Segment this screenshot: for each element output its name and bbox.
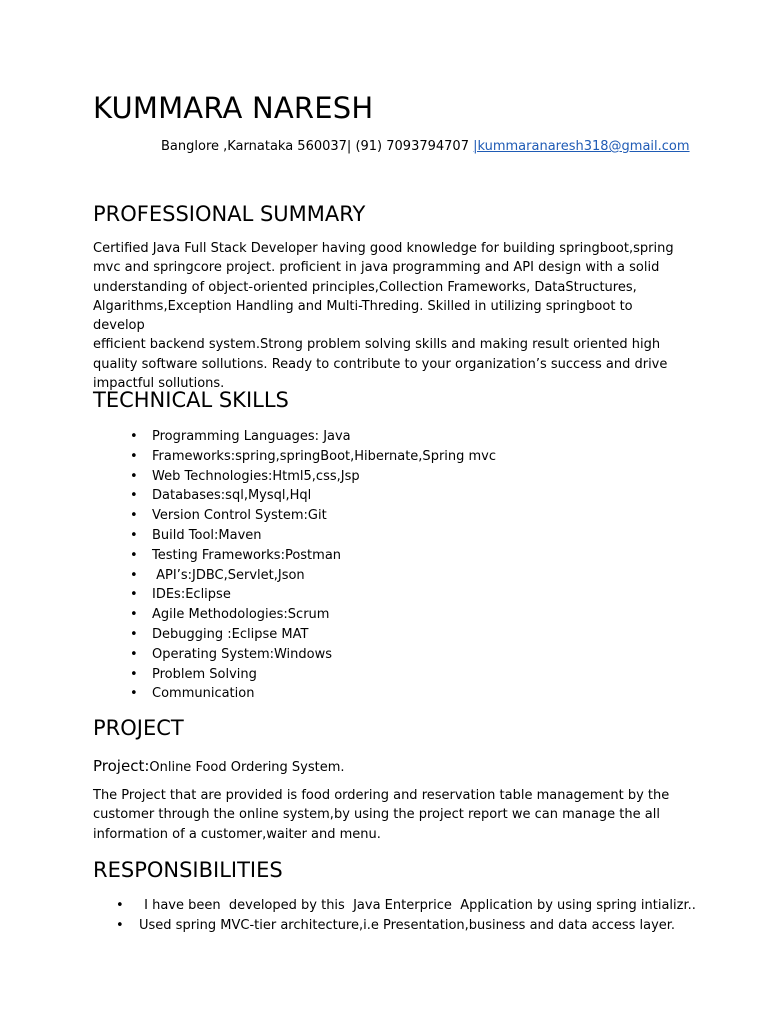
project-label: Project: [93, 757, 150, 775]
skill-item: • IDEs:Eclipse [124, 585, 496, 605]
responsibility-item: • Used spring MVC-tier architecture,i.e Presentation,business and data access layer. [110, 916, 696, 936]
candidate-name: KUMMARA NARESH [93, 91, 374, 125]
project-title-line [93, 756, 345, 775]
skill-item: • Frameworks:spring,springBoot,Hibernate,Spring mvc [124, 447, 496, 467]
bullet-icon: • [130, 567, 138, 583]
bullet-icon: • [130, 646, 138, 662]
bullet-icon: • [130, 468, 138, 484]
bullet-icon: • [130, 527, 138, 543]
project-description: The Project that are provided is food ordering and reservation table management by the customer through the online system,by using the project report we can manage the all information of a customer,waiter and menu. [93, 788, 670, 842]
skills-heading: TECHNICAL SKILLS [93, 388, 289, 412]
skill-item: • Programming Languages: Java [124, 427, 496, 447]
skills-list [124, 427, 496, 704]
bullet-icon: • [130, 448, 138, 464]
skill-item: • Version Control System:Git [124, 506, 496, 526]
responsibilities-list [110, 896, 696, 936]
email-link[interactable]: |kummaranaresh318@gmail.com [473, 139, 690, 154]
project-name: Online Food Ordering System. [149, 760, 345, 775]
skill-item: • Debugging :Eclipse MAT [124, 625, 496, 645]
summary-heading: PROFESSIONAL SUMMARY [93, 202, 366, 226]
bullet-icon: • [130, 686, 138, 702]
responsibility-item: • I have been developed by this Java Enterprice Application by using spring intializr.. [110, 896, 696, 916]
bullet-icon: • [130, 488, 138, 504]
skill-item: • Web Technologies:Html5,css,Jsp [124, 467, 496, 487]
bullet-icon: • [130, 666, 138, 682]
bullet-icon: • [116, 898, 124, 913]
responsibilities-heading: RESPONSIBILITIES [93, 858, 283, 882]
skill-item: • Build Tool:Maven [124, 526, 496, 546]
skill-item: • Communication [124, 684, 496, 704]
skill-item: • API’s:JDBC,Servlet,Json [124, 566, 496, 586]
summary-text: Certified Java Full Stack Developer having good knowledge for building springboot,spring mvc and springcore project. proficient in java programming and API design with a solid understanding of object-oriented principles,Collection Frameworks, DataStructures, Algarithms,Exception Handling and Multi-Threding. Skilled in utilizing springboot to develop efficient backend system.Strong problem solving skills and making result oriented high quality software sollutions. Ready to contribute to your organization’s success and drive impactful sollutions. [93, 241, 674, 392]
bullet-icon: • [130, 508, 138, 524]
skill-item: • Testing Frameworks:Postman [124, 546, 496, 566]
bullet-icon: • [130, 607, 138, 623]
skill-item: • Problem Solving [124, 665, 496, 685]
bullet-icon: • [116, 918, 124, 933]
contact-details: Banglore ,Karnataka 560037| (91) 7093794707 [161, 139, 474, 154]
skill-item: • Operating System:Windows [124, 645, 496, 665]
bullet-icon: • [130, 547, 138, 563]
skill-item: • Agile Methodologies:Scrum [124, 605, 496, 625]
bullet-icon: • [130, 429, 138, 444]
bullet-icon: • [130, 626, 138, 642]
contact-line [161, 138, 690, 156]
bullet-icon: • [130, 587, 138, 603]
project-heading: PROJECT [93, 716, 184, 740]
skill-item: • Databases:sql,Mysql,Hql [124, 486, 496, 506]
